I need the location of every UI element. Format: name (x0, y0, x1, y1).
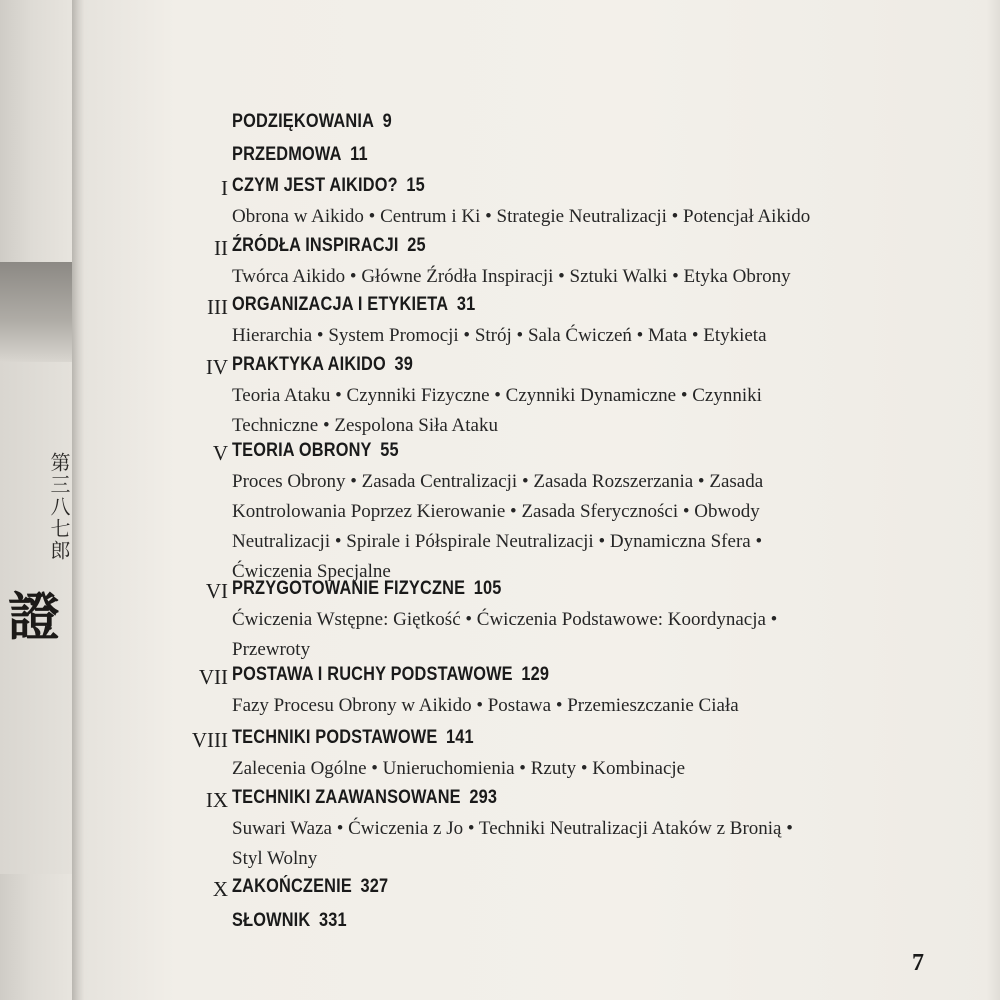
chapter-heading (232, 440, 399, 462)
chapter-page: 55 (380, 440, 399, 461)
chapter-description (232, 605, 932, 665)
description-line: Teoria Ataku • Czynniki Fizyczne • Czynniki Dynamiczne • Czynniki (232, 385, 762, 406)
chapter-page: 327 (360, 876, 389, 897)
chapter-title: POSTAWA I RUCHY PODSTAWOWE (232, 664, 513, 685)
chapter-title: ZAKOŃCZENIE (232, 876, 352, 897)
description-line: Twórca Aikido • Główne Źródła Inspiracji • Sztuki Walki • Etyka Obrony (232, 266, 791, 287)
chapter-heading (232, 144, 368, 166)
chapter-page: 141 (446, 727, 474, 748)
chapter-numeral: I (221, 176, 228, 200)
chapter-description (232, 814, 932, 874)
description-line: Fazy Procesu Obrony w Aikido • Postawa • Przemieszczanie Ciała (232, 695, 739, 716)
description-line: Ćwiczenia Wstępne: Giętkość • Ćwiczenia Podstawowe: Koordynacja • (232, 609, 778, 630)
description-line: Ćwiczenia Specjalne (232, 561, 391, 582)
chapter-numeral: V (212, 441, 228, 465)
description-line: Neutralizacji • Spirale i Półspirale Neutralizacji • Dynamiczna Sfera • (232, 531, 763, 552)
chapter-numeral: VI (205, 579, 228, 603)
chapter-heading (232, 578, 502, 600)
chapter-page: 9 (382, 111, 392, 132)
chapter-page: 39 (394, 354, 414, 375)
chapter-page: 11 (350, 144, 368, 165)
chapter-heading (232, 787, 497, 809)
chapter-description (232, 202, 932, 232)
chapter-page: 25 (407, 235, 426, 256)
chapter-title: SŁOWNIK (232, 910, 311, 931)
chapter-title: TECHNIKI PODSTAWOWE (232, 727, 438, 748)
chapter-description (232, 262, 932, 292)
chapter-title: CZYM JEST AIKIDO? (232, 175, 398, 196)
description-line: Techniczne • Zespolona Siła Ataku (232, 415, 498, 436)
description-line: Kontrolowania Poprzez Kierowanie • Zasada Sferyczności • Obwody (232, 501, 760, 522)
chapter-title: ORGANIZACJA I ETYKIETA (232, 294, 449, 315)
chapter-title: PRAKTYKA AIKIDO (232, 354, 386, 375)
chapter-page: 105 (473, 578, 502, 599)
chapter-title: TEORIA OBRONY (232, 440, 372, 461)
chapter-numeral: IX (205, 788, 228, 812)
chapter-description (232, 691, 932, 721)
description-line: Przewroty (232, 639, 311, 660)
chapter-page: 129 (521, 664, 550, 685)
chapter-heading (232, 175, 425, 197)
description-line: Suwari Waza • Ćwiczenia z Jo • Techniki Neutralizacji Ataków z Bronią • (232, 818, 793, 839)
chapter-numeral: VIII (191, 728, 228, 752)
page-number: 7 (912, 950, 924, 976)
chapter-description (232, 467, 932, 587)
chapter-title: PRZEDMOWA (232, 144, 342, 165)
description-line: Zalecenia Ogólne • Unieruchomienia • Rzuty • Kombinacje (232, 758, 686, 779)
chapter-numeral: II (214, 236, 228, 260)
chapter-description (232, 754, 932, 784)
chapter-page: 15 (406, 175, 425, 196)
calligraphy-seal: 證 (8, 587, 61, 648)
chapter-heading (232, 876, 388, 898)
chapter-title: TECHNIKI ZAAWANSOWANE (232, 787, 461, 808)
chapter-title: PODZIĘKOWANIA (232, 111, 375, 132)
chapter-heading (232, 235, 426, 257)
description-line: Proces Obrony • Zasada Centralizacji • Zasada Rozszerzania • Zasada (232, 471, 764, 492)
description-line: Styl Wolny (232, 848, 318, 869)
chapter-heading (232, 111, 392, 133)
chapter-numeral: IV (205, 355, 228, 379)
chapter-numeral: III (207, 295, 228, 319)
description-line: Hierarchia • System Promocji • Strój • Sala Ćwiczeń • Mata • Etykieta (232, 325, 767, 346)
chapter-description (232, 321, 932, 351)
chapter-numeral: VII (198, 665, 228, 689)
chapter-heading (232, 294, 475, 316)
chapter-heading (232, 664, 549, 686)
chapter-page: 293 (469, 787, 498, 808)
chapter-page: 31 (456, 294, 476, 315)
chapter-numeral: X (212, 877, 228, 901)
chapter-heading (232, 354, 413, 376)
chapter-heading (232, 910, 347, 932)
chapter-title: ŹRÓDŁA INSPIRACJI (232, 235, 399, 256)
calligraphy-signature: 第三八七郎 (47, 452, 71, 562)
description-line: Obrona w Aikido • Centrum i Ki • Strategie Neutralizacji • Potencjał Aikido (232, 206, 811, 227)
chapter-page: 331 (318, 910, 347, 931)
chapter-heading (232, 727, 474, 749)
chapter-title: PRZYGOTOWANIE FIZYCZNE (232, 578, 466, 599)
chapter-description (232, 381, 932, 441)
